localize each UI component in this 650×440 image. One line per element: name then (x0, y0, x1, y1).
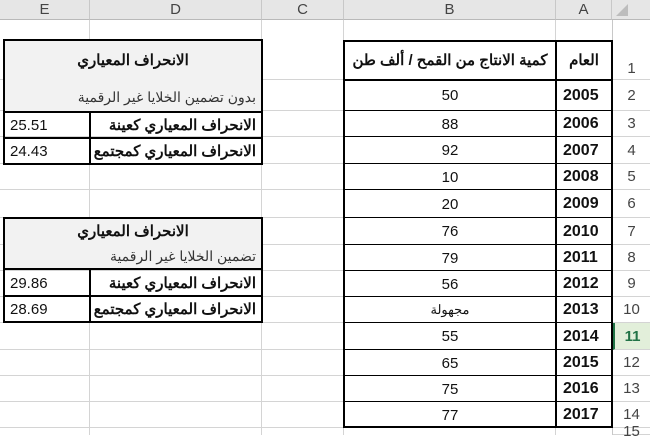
year-header: العام (569, 52, 599, 69)
box2-pop-label: الانحراف المعياري كمجتمع (93, 301, 256, 318)
year-header-cell[interactable] (556, 40, 612, 80)
box2-subtitle: تضمين الخلايا غير الرقمية (109, 247, 256, 264)
column-header-a[interactable] (556, 0, 612, 20)
row-number: 13 (623, 380, 640, 397)
qty-cell[interactable] (345, 376, 555, 402)
box1-title: الانحراف المعياري (77, 52, 189, 69)
row-number: 7 (627, 222, 636, 240)
row-header-4[interactable] (613, 137, 650, 164)
year-cell[interactable] (557, 245, 611, 271)
qty-value: 20 (441, 195, 459, 213)
row-header-13[interactable] (613, 376, 650, 402)
main-table-border (343, 79, 613, 81)
box1-pop-value: 24.43 (10, 142, 48, 160)
qty-value: 76 (441, 223, 459, 240)
select-all-triangle-icon (616, 4, 628, 16)
main-table-border (343, 40, 613, 42)
qty-value: مجهولة (430, 302, 470, 317)
column-letter: D (170, 1, 181, 18)
row-header-11[interactable] (613, 323, 650, 350)
year-cell[interactable] (557, 297, 611, 323)
row-header-9[interactable] (613, 271, 650, 297)
row-number: 8 (627, 249, 636, 266)
row-number: 15 (623, 422, 640, 440)
row-number: 10 (623, 301, 640, 318)
qty-cell[interactable] (345, 271, 555, 297)
qty-value: 65 (441, 354, 459, 372)
qty-value: 92 (441, 142, 459, 159)
row-header-6[interactable] (613, 190, 650, 218)
qty-cell[interactable] (345, 218, 555, 245)
year-value: 2017 (563, 406, 599, 423)
year-value: 2012 (563, 275, 599, 292)
box2-sample-value: 29.86 (10, 274, 48, 292)
year-value: 2014 (563, 327, 599, 345)
row-number: 6 (627, 195, 636, 212)
row-header-15[interactable] (613, 422, 650, 440)
box1-sample-label: الانحراف المعياري كعينة (108, 117, 256, 134)
row-header-2[interactable] (613, 80, 650, 111)
qty-value: 79 (441, 249, 459, 267)
main-table-border (611, 40, 613, 428)
qty-header-cell[interactable] (344, 40, 556, 80)
qty-value: 10 (441, 168, 459, 186)
row-number: 2 (627, 86, 636, 104)
year-cell[interactable] (557, 80, 611, 111)
column-header-c[interactable] (262, 0, 344, 20)
box2-border (3, 217, 263, 323)
box1-divider (89, 111, 91, 165)
row-header-8[interactable] (613, 245, 650, 271)
year-value: 2008 (563, 168, 599, 185)
year-value: 2015 (563, 354, 599, 371)
row-number: 14 (623, 406, 640, 423)
qty-cell[interactable] (345, 190, 555, 218)
row-header-12[interactable] (613, 350, 650, 376)
year-cell[interactable] (557, 164, 611, 190)
column-letter: A (578, 1, 589, 18)
qty-value: 56 (441, 275, 459, 293)
main-table-border (555, 40, 557, 428)
year-value: 2010 (563, 222, 599, 240)
row-number: 12 (623, 354, 640, 371)
row-header-1[interactable] (613, 20, 650, 80)
row-number: 9 (627, 275, 636, 292)
box1-border (3, 39, 263, 165)
box2-pop-value: 28.69 (10, 300, 48, 318)
row-header-5[interactable] (613, 164, 650, 190)
column-header-e[interactable] (0, 0, 90, 20)
qty-value: 75 (441, 380, 459, 398)
qty-value: 77 (441, 406, 459, 424)
year-value: 2009 (563, 195, 599, 212)
column-letter: B (444, 1, 455, 18)
qty-cell[interactable] (345, 111, 555, 137)
qty-cell[interactable] (345, 245, 555, 271)
qty-cell[interactable] (345, 297, 555, 323)
row-number: 3 (627, 115, 636, 132)
row-number: 1 (627, 60, 636, 77)
year-cell[interactable] (557, 350, 611, 376)
column-letter: C (297, 1, 308, 18)
qty-value: 50 (441, 87, 459, 104)
row-number: 4 (627, 141, 636, 159)
qty-cell[interactable] (345, 164, 555, 190)
box1-sample-value: 25.51 (10, 116, 48, 134)
qty-value: 55 (441, 328, 459, 345)
main-table-border (343, 40, 345, 428)
box1-divider (3, 137, 263, 139)
box1-pop-label: الانحراف المعياري كمجتمع (93, 143, 256, 160)
box2-sample-label: الانحراف المعياري كعينة (108, 275, 256, 292)
qty-header: كمية الانتاج من القمح / ألف طن (352, 52, 548, 69)
box2-divider (89, 268, 91, 323)
box1-divider (3, 111, 263, 113)
year-cell[interactable] (557, 402, 611, 428)
box2-divider (3, 295, 263, 297)
year-value: 2006 (563, 115, 599, 132)
row-number: 11 (624, 327, 641, 345)
qty-value: 88 (441, 115, 459, 133)
qty-cell[interactable] (345, 80, 555, 111)
year-value: 2016 (563, 380, 599, 397)
year-cell[interactable] (557, 111, 611, 137)
row-header-3[interactable] (613, 111, 650, 137)
box2-divider (3, 268, 263, 270)
qty-cell[interactable] (345, 323, 555, 350)
year-value: 2011 (563, 249, 598, 266)
box1-subtitle: بدون تضمين الخلايا غير الرقمية (77, 88, 256, 105)
column-header-d[interactable] (90, 0, 262, 20)
year-cell[interactable] (557, 271, 611, 297)
year-cell[interactable] (557, 218, 611, 245)
row-header-7[interactable] (613, 218, 650, 245)
main-table-border (343, 426, 613, 428)
year-cell[interactable] (557, 376, 611, 402)
column-letter: E (39, 1, 50, 18)
row-number: 5 (627, 168, 636, 185)
row-header-10[interactable] (613, 297, 650, 323)
year-value: 2007 (563, 141, 599, 159)
select-all-corner[interactable] (612, 0, 650, 20)
qty-cell[interactable] (345, 350, 555, 376)
qty-cell[interactable] (345, 402, 555, 428)
year-value: 2005 (563, 86, 599, 104)
qty-cell[interactable] (345, 137, 555, 164)
year-cell[interactable] (557, 323, 611, 350)
year-value: 2013 (563, 301, 599, 318)
year-cell[interactable] (557, 190, 611, 218)
box2-title: الانحراف المعياري (77, 223, 189, 240)
column-header-b[interactable] (344, 0, 556, 20)
year-cell[interactable] (557, 137, 611, 164)
